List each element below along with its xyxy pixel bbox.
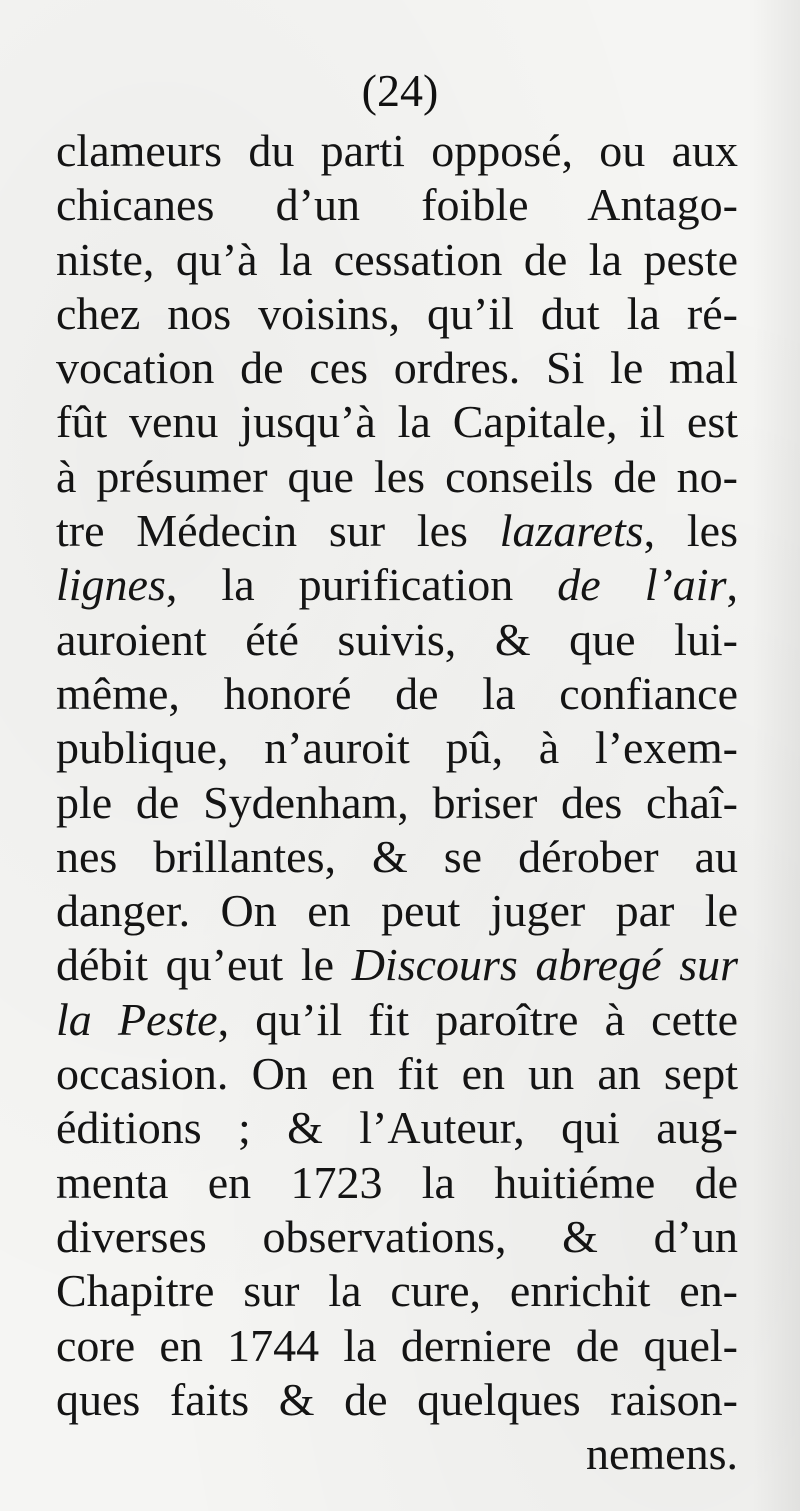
text-line (56, 1101, 738, 1155)
text-segment: nes brillantes, & se dérober au (56, 830, 738, 882)
text-segment: à présumer que les conseils de no- (56, 450, 738, 502)
text-segment: même, honoré de la confiance (56, 667, 738, 719)
text-segment: publique, n’auroit pû, à l’exem- (56, 722, 738, 774)
text-segment: nemens. (585, 1428, 738, 1480)
text-segment: débit qu’eut le (56, 939, 352, 991)
text-segment: auroient été suivis, & que lui- (56, 613, 738, 665)
body-text (56, 124, 738, 1481)
text-line (56, 1047, 738, 1101)
text-segment: , la purification (165, 559, 558, 611)
text-segment: menta en 1723 la huitiéme de (56, 1156, 738, 1208)
text-segment: diverses observations, & d’un (56, 1210, 738, 1262)
text-segment: , (726, 559, 738, 611)
italic-text-segment: la Peste (56, 993, 218, 1045)
text-segment: ques faits & de quelques raison- (56, 1373, 738, 1425)
text-segment: éditions ; & l’Auteur, qui aug- (56, 1102, 738, 1154)
italic-text-segment: lazarets (499, 505, 644, 557)
text-line (56, 504, 738, 558)
text-line (56, 558, 738, 612)
text-line (56, 776, 738, 830)
text-line (56, 721, 738, 775)
text-line (56, 450, 738, 504)
text-line (56, 178, 738, 232)
text-segment: niste, qu’à la cessation de la peste (56, 233, 738, 285)
text-line (56, 613, 738, 667)
text-segment: danger. On en peut juger par le (56, 885, 738, 937)
text-segment: fût venu jusqu’à la Capitale, il est (56, 396, 738, 448)
text-line (56, 993, 738, 1047)
page-edge-shadow (752, 0, 800, 1511)
italic-text-segment: de l’air (557, 559, 727, 611)
text-line (56, 1319, 738, 1373)
text-line (56, 830, 738, 884)
text-line (56, 341, 738, 395)
text-line (56, 1264, 738, 1318)
text-line (56, 884, 738, 938)
text-line (56, 287, 738, 341)
text-line (56, 124, 738, 178)
text-segment: ple de Sydenham, briser des chaî- (56, 776, 738, 828)
text-segment: , les (643, 505, 738, 557)
text-segment: occasion. On en fit en un an sept (56, 1048, 738, 1100)
italic-text-segment: Discours abregé sur (351, 939, 738, 991)
text-segment: vocation de ces ordres. Si le mal (56, 342, 738, 394)
page-number: (24) (361, 65, 439, 116)
text-line (56, 1427, 738, 1481)
text-line (56, 395, 738, 449)
text-segment: chez nos voisins, qu’il dut la ré- (56, 287, 738, 339)
text-line (56, 1156, 738, 1210)
italic-text-segment: lignes (56, 559, 166, 611)
text-segment: chicanes d’un foible Antago- (56, 179, 738, 231)
text-line (56, 938, 738, 992)
text-segment: tre Médecin sur les (56, 505, 500, 557)
text-segment: Chapitre sur la cure, enrichit en- (56, 1265, 738, 1317)
text-line (56, 1210, 738, 1264)
text-line (56, 1373, 738, 1427)
text-segment: clameurs du parti opposé, ou aux (56, 125, 738, 176)
text-line (56, 667, 738, 721)
text-segment: , qu’il fit paroître à cette (217, 993, 738, 1045)
text-line (56, 233, 738, 287)
text-segment: core en 1744 la derniere de quel- (56, 1319, 738, 1371)
